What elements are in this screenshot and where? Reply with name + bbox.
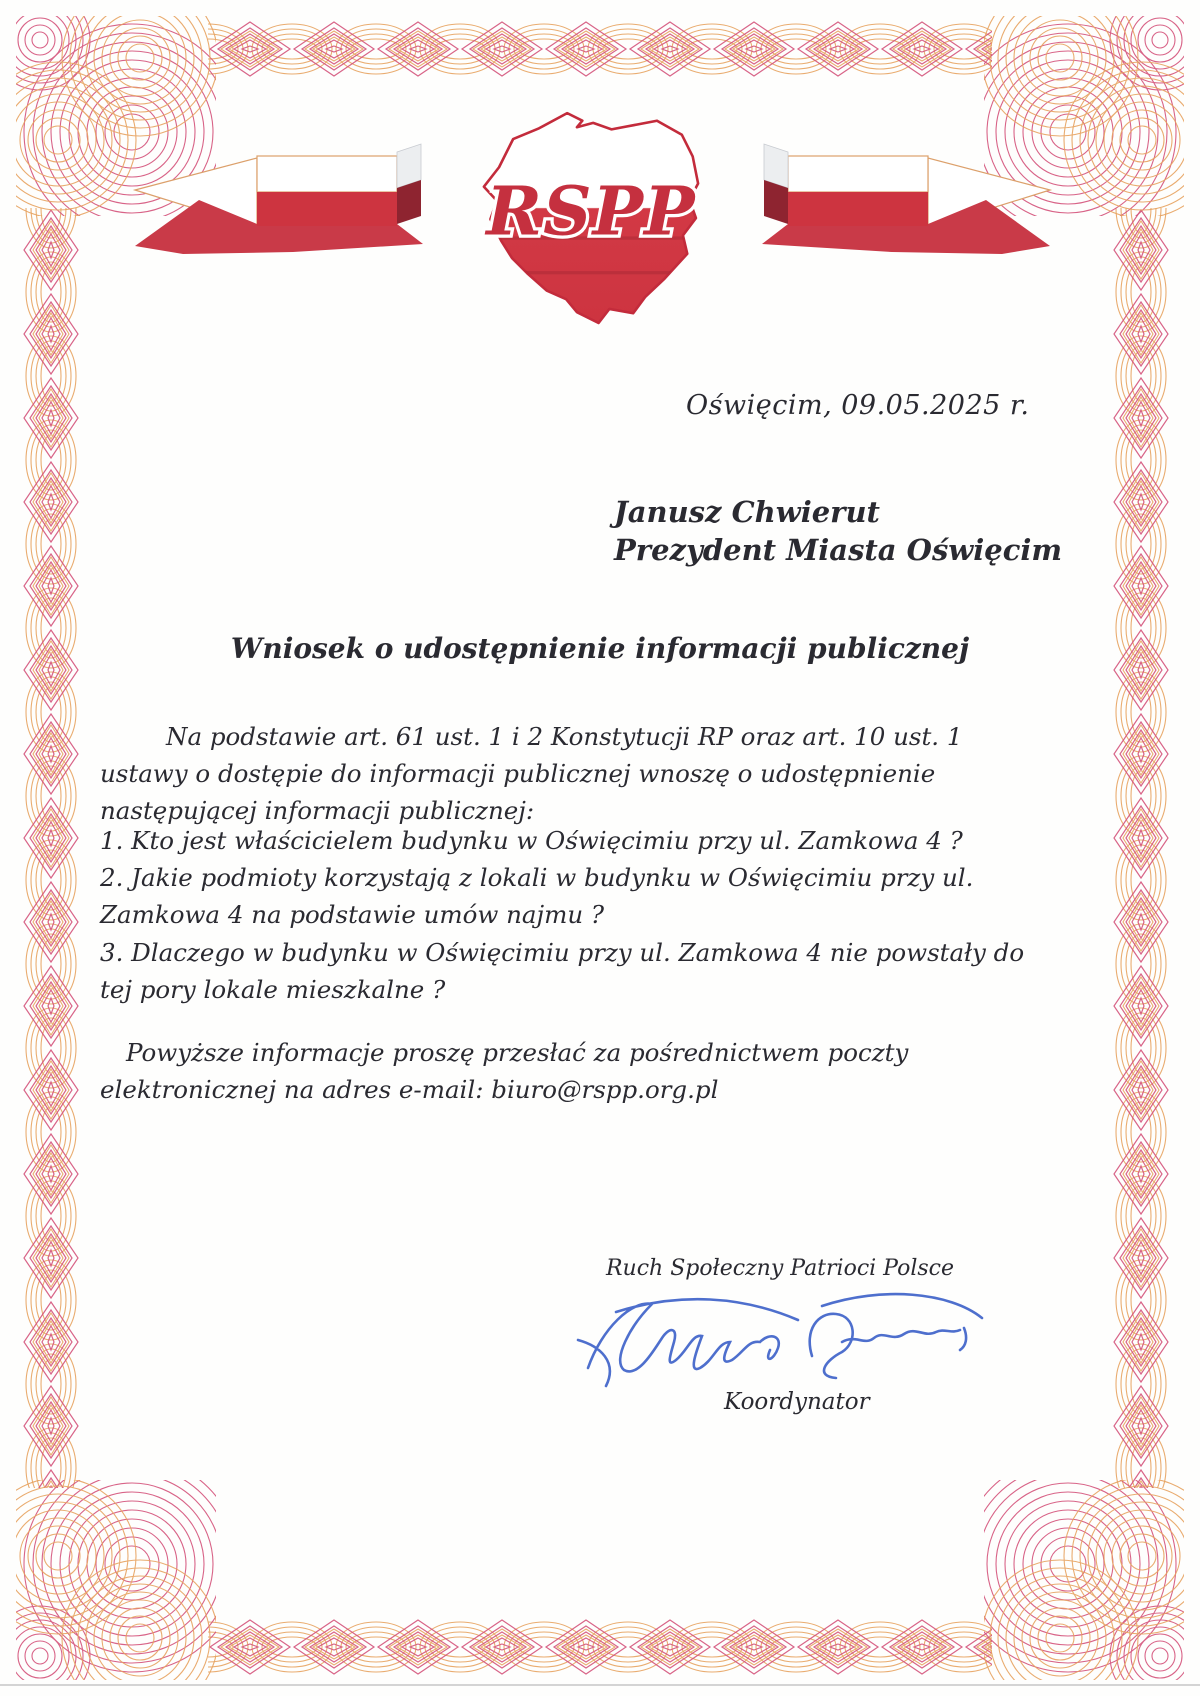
question-item: 1. Kto jest właścicielem budynku w Oświęcimiu przy ul. Zamkowa 4 ? — [100, 826, 963, 855]
dateline: Oświęcim, 09.05.2025 r. — [686, 390, 1030, 421]
recipient-title: Prezydent Miasta Oświęcim — [614, 532, 1063, 567]
flag-ribbon-left — [125, 142, 425, 254]
question-item: 2. Jakie podmioty korzystają z lokali w budynku w Oświęcimiu przy ul. Zamkowa 4 na podstawie umów najmu ? — [100, 863, 974, 930]
poland-map-logo — [468, 98, 714, 336]
scan-artifact-line — [0, 1684, 1200, 1686]
intro-paragraph: Na podstawie art. 61 ust. 1 i 2 Konstytucji RP oraz art. 10 ust. 1 ustawy o dostępie do informacji publicznej wnoszę o udostępnienie następującej informacji publicznej: — [100, 722, 963, 826]
organization-name: Ruch Społeczny Patrioci Polsce — [605, 1256, 954, 1281]
signatory-role: Koordynator — [724, 1389, 870, 1415]
recipient-block — [614, 494, 1062, 569]
closing-paragraph: Powyższe informacje proszę przesłać za pośrednictwem poczty elektronicznej na adres e-mail: biuro@rspp.org.pl — [100, 1038, 909, 1105]
question-item: 3. Dlaczego w budynku w Oświęcimiu przy ul. Zamkowa 4 nie powstały do tej pory lokale mieszkalne ? — [100, 937, 1025, 1004]
logo-acronym: RSPP — [486, 171, 696, 251]
handwritten-signature — [572, 1290, 992, 1402]
questions-list — [100, 822, 1052, 1008]
subject-line: Wniosek o udostępnienie informacji publicznej — [230, 632, 970, 665]
flag-ribbon-right — [760, 142, 1060, 254]
recipient-name: Janusz Chwierut — [614, 495, 880, 529]
